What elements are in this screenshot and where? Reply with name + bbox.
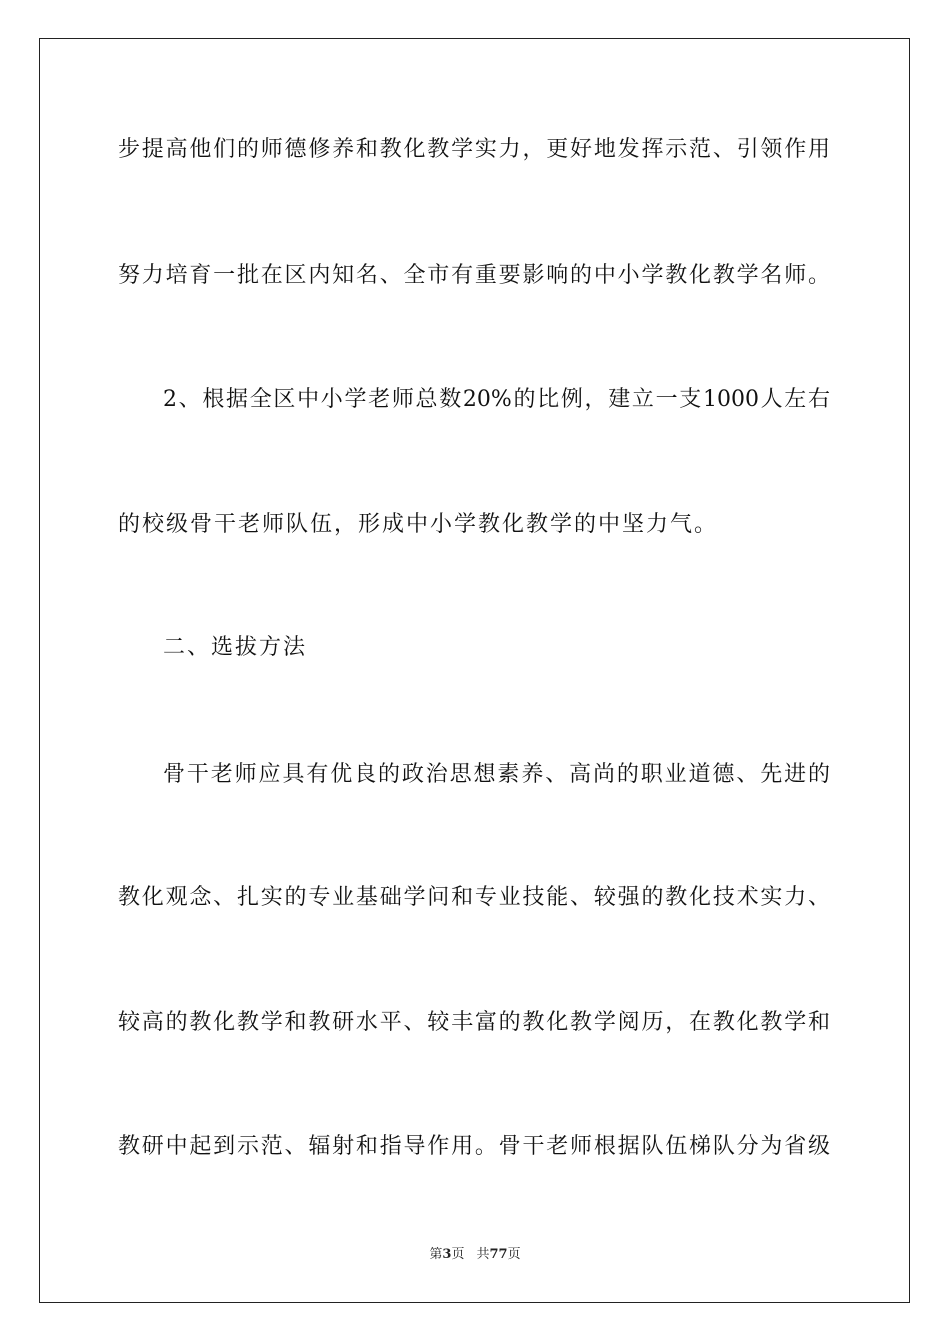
footer-total-suffix: 页 <box>507 1247 521 1262</box>
footer-total-prefix: 共 <box>476 1247 490 1262</box>
body-line-4: 的校级骨干老师队伍，形成中小学教化教学的中坚力气。 <box>118 512 719 537</box>
body-line-3: 2、根据全区中小学老师总数20%的比例，建立一支1000人左右 <box>163 387 830 412</box>
footer-page-prefix: 第 <box>429 1247 443 1262</box>
page-border <box>39 38 910 1303</box>
footer-page-number: 3 <box>442 1247 452 1262</box>
body-line-1: 步提高他们的师德修养和教化教学实力，更好地发挥示范、引领作用 <box>118 137 830 162</box>
body-line-8: 较高的教化教学和教研水平、较丰富的教化教学阅历，在教化教学和 <box>118 1010 830 1035</box>
footer-page-suffix: 页 <box>451 1247 465 1262</box>
body-line-2: 努力培育一批在区内知名、全市有重要影响的中小学教化教学名师。 <box>118 263 830 288</box>
body-line-6: 骨干老师应具有优良的政治思想素养、高尚的职业道德、先进的 <box>163 762 830 787</box>
body-line-7: 教化观念、扎实的专业基础学问和专业技能、较强的教化技术实力、 <box>118 885 830 910</box>
body-line-9: 教研中起到示范、辐射和指导作用。骨干老师根据队伍梯队分为省级 <box>118 1134 830 1159</box>
page-footer <box>0 1245 950 1265</box>
section-heading: 二、选拔方法 <box>163 635 308 660</box>
footer-total-pages: 77 <box>489 1247 508 1262</box>
